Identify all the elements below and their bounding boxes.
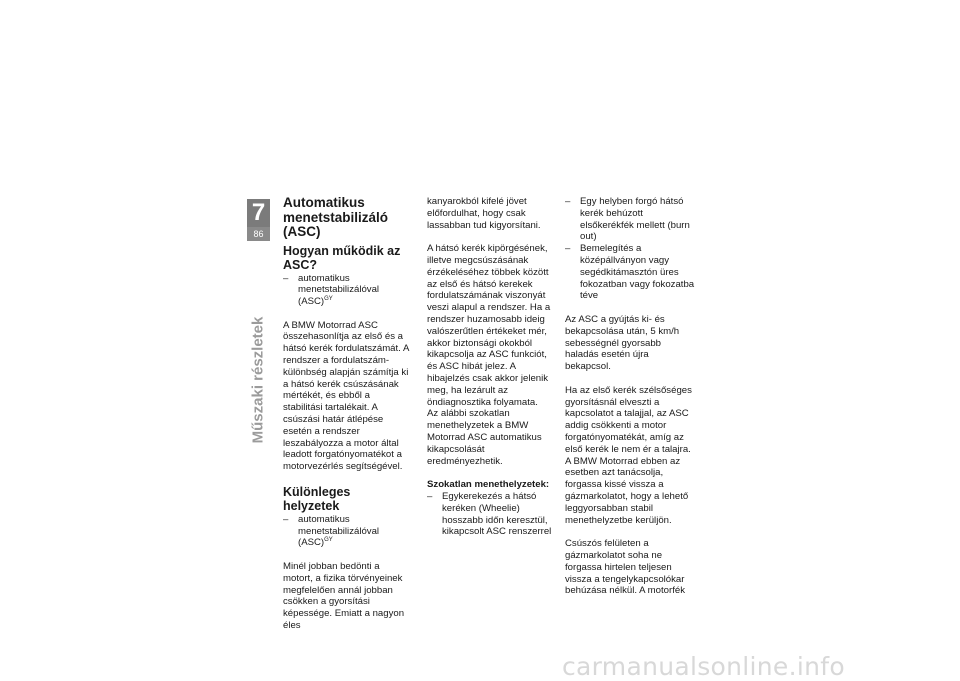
dash-bullet: – [565, 243, 571, 255]
list-item-text: Egykerekezés a hátsó keréken (Wheelie) hosszabb időn keresztül, kikapcsolt ASC renszerrel [442, 490, 552, 538]
list-item [283, 273, 409, 308]
list-item [565, 243, 695, 302]
list-item-text: Egy helyben forgó hátsó kerék behúzott elsőkerékfék mellett (burn out) [580, 196, 690, 243]
heading-unusual-situations: Szokatlan menethelyzetek: [427, 479, 550, 491]
list-item [427, 491, 553, 538]
equipment-code: GY [324, 296, 333, 303]
list-item-text: automatikus menetstabilizálóval (ASC) [298, 513, 380, 549]
heading-special-situations: Különleges helyzetek [283, 484, 351, 513]
chapter-tab [247, 199, 270, 241]
list-item [565, 196, 695, 243]
chapter-side-title: Műszaki részletek [249, 316, 267, 444]
paragraph: Minél jobban bedönti a motort, a fizika törvényeinek megfelelően annál jobban csökken a gyorsítási képessége. Emiatt a nagyon éles [283, 561, 405, 632]
paragraph: Az alábbi szokatlan menethelyzetek a BMW Motorrad ASC automatikus kikapcsolását eredményezhetik. [427, 408, 542, 467]
dash-bullet: – [427, 490, 433, 502]
chapter-number: 7 [251, 199, 266, 226]
paragraph: Ha az első kerék szélsőséges gyorsításnál elveszti a kapcsolatot a talajjal, az ASC addig csökkenti a motor forgatónyomatékát, amíg az első kerék le nem ér a talajra. A BMW Motorrad ebben az esetben azt tanácsolja, forgassa kissé vissza a gázmarkolatot, hogy a lehető leggyorsabban stabil menethelyzetbe kerüljön. [565, 384, 692, 526]
list-item [283, 514, 409, 549]
paragraph: kanyarokból kifelé jövet előfordulhat, hogy csak lassabban tud kigyorsítani. [427, 196, 541, 231]
equipment-code: GY [324, 537, 333, 544]
paragraph: A hátsó kerék kipörgésének, illetve megcsúszásának érzékeléséhez többek között az első és hátsó kerekek fordulatszámának viszonyát veszi alapul a rendszer. Ha a rendszer huzamosabb ideig valószerűtlen értékeket mér, akkor biztonsági okokból kikapcsolja az ASC funkciót, és ASC hibát jelez. A hibajelzés csak akkor jelenik meg, ha lezárult az öndiagnosztika folyamata. [427, 243, 551, 408]
dash-bullet: – [565, 196, 571, 207]
paragraph: Az ASC a gyújtás ki- és bekapcsolása után, 5 km/h sebességnél gyorsabb haladás esetén újra bekapcsol. [565, 313, 680, 373]
list-item-text: Bemelegítés a középállványon vagy segédkitámasztón üres fokozatban vagy fokozatba téve [580, 243, 695, 302]
section-title: Automatikus menetstabilizáló (ASC) [283, 195, 389, 239]
dash-bullet: – [283, 513, 289, 525]
paragraph: Csúszós felületen a gázmarkolatot soha ne forgassa hirtelen teljesen vissza a tengelykapcsolókar behúzása nélkül. A motorfék [565, 538, 685, 597]
dash-bullet: – [283, 272, 289, 284]
watermark: carmanualsonline.info [562, 652, 845, 681]
page-number: 86 [247, 227, 270, 241]
paragraph: A BMW Motorrad ASC összehasonlítja az első és a hátsó kerék fordulatszámát. A rendszer a fordulatszám-különbség alapján számítja ki a hátsó kerék csúszásának mértékét, és ebből a stabilitási tartalékait. A csúszási határ átlépése esetén a rendszer leszabályozza a motor által leadott forgatónyomatékot a motorvezérlés segítségével. [283, 319, 409, 473]
column-3 [565, 196, 695, 597]
column-2 [427, 196, 553, 538]
column-1 [283, 196, 409, 632]
heading-how-asc-works: Hogyan működik az ASC? [283, 243, 401, 272]
list-item-text: automatikus menetstabilizálóval (ASC) [298, 272, 380, 308]
